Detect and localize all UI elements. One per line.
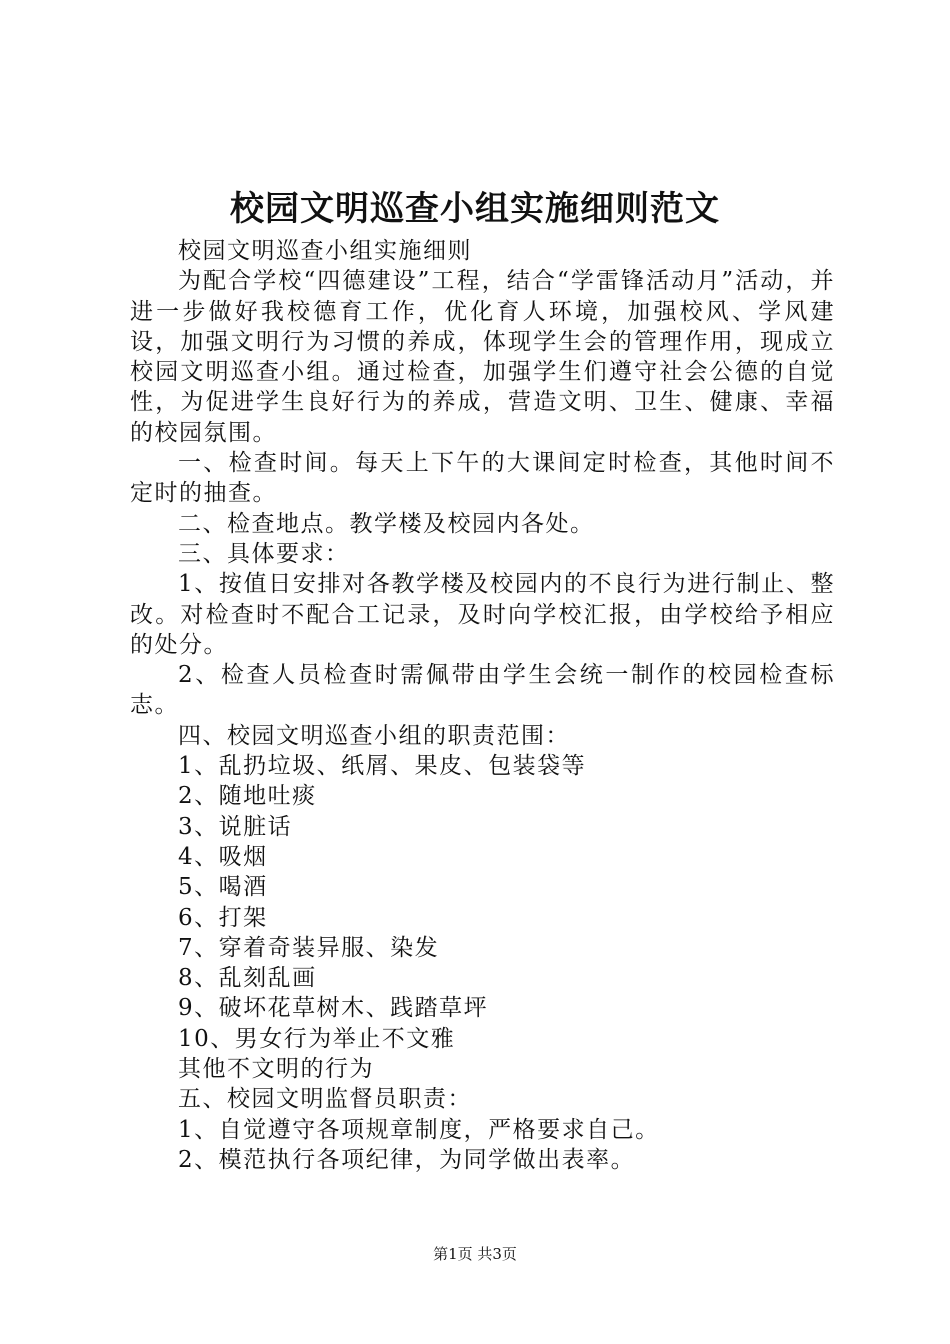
supervisor-item-1: 1、自觉遵守各项规章制度，严格要求自己。 [178, 1116, 660, 1143]
requirement-item-1: 1、按值日安排对各教学楼及校园内的不良行为进行制止、整改。对检查时不配合工记录，及时向学校汇报，由学校给予相应的处分。 [130, 571, 835, 658]
section-inspection-location: 二、检查地点。教学楼及校园内各处。 [178, 510, 595, 537]
subtitle-paragraph: 校园文明巡查小组实施细则 [178, 238, 472, 264]
page-footer: 第1页 共3页 [433, 1245, 517, 1263]
duty-item-3: 3、说脏话 [178, 813, 293, 840]
section-supervisor-heading: 五、校园文明监督员职责： [178, 1086, 472, 1113]
duty-item-8: 8、乱刻乱画 [178, 965, 317, 992]
section-inspection-time: 一、检查时间。每天上下午的大课间定时检查，其他时间不定时的抽查。 [130, 450, 835, 507]
duty-item-9: 9、破坏花草树木、践踏草坪 [178, 995, 489, 1022]
requirement-item-2: 2、检查人员检查时需佩带由学生会统一制作的校园检查标志。 [130, 662, 835, 719]
supervisor-item-2: 2、模范执行各项纪律，为同学做出表率。 [178, 1146, 636, 1173]
intro-paragraph: 为配合学校“四德建设”工程，结合“学雷锋活动月”活动，并进一步做好我校德育工作，优化育人环境，加强校风、学风建设，加强文明行为习惯的养成，体现学生会的管理作用，现成立校园文明巡查小组。通过检查，加强学生们遵守社会公德的自觉性，为促进学生良好行为的养成，营造文明、卫生、健康、幸福的校园氛围。 [130, 268, 835, 446]
duty-item-6: 6、打架 [178, 904, 268, 931]
duty-item-10: 10、男女行为举止不文雅 [178, 1025, 456, 1052]
duty-item-other: 其他不文明的行为 [178, 1056, 374, 1083]
duty-item-7: 7、穿着奇装异服、染发 [178, 934, 440, 961]
section-duties-heading: 四、校园文明巡查小组的职责范围： [178, 722, 570, 749]
section-requirements-heading: 三、具体要求： [178, 540, 350, 567]
duty-item-2: 2、随地吐痰 [178, 783, 317, 810]
document-body [130, 236, 835, 1175]
duty-item-1: 1、乱扔垃圾、纸屑、果皮、包装袋等 [178, 753, 587, 780]
document-title: 校园文明巡查小组实施细则范文 [230, 189, 720, 229]
duty-item-4: 4、吸烟 [178, 843, 268, 870]
duty-item-5: 5、喝酒 [178, 874, 268, 901]
